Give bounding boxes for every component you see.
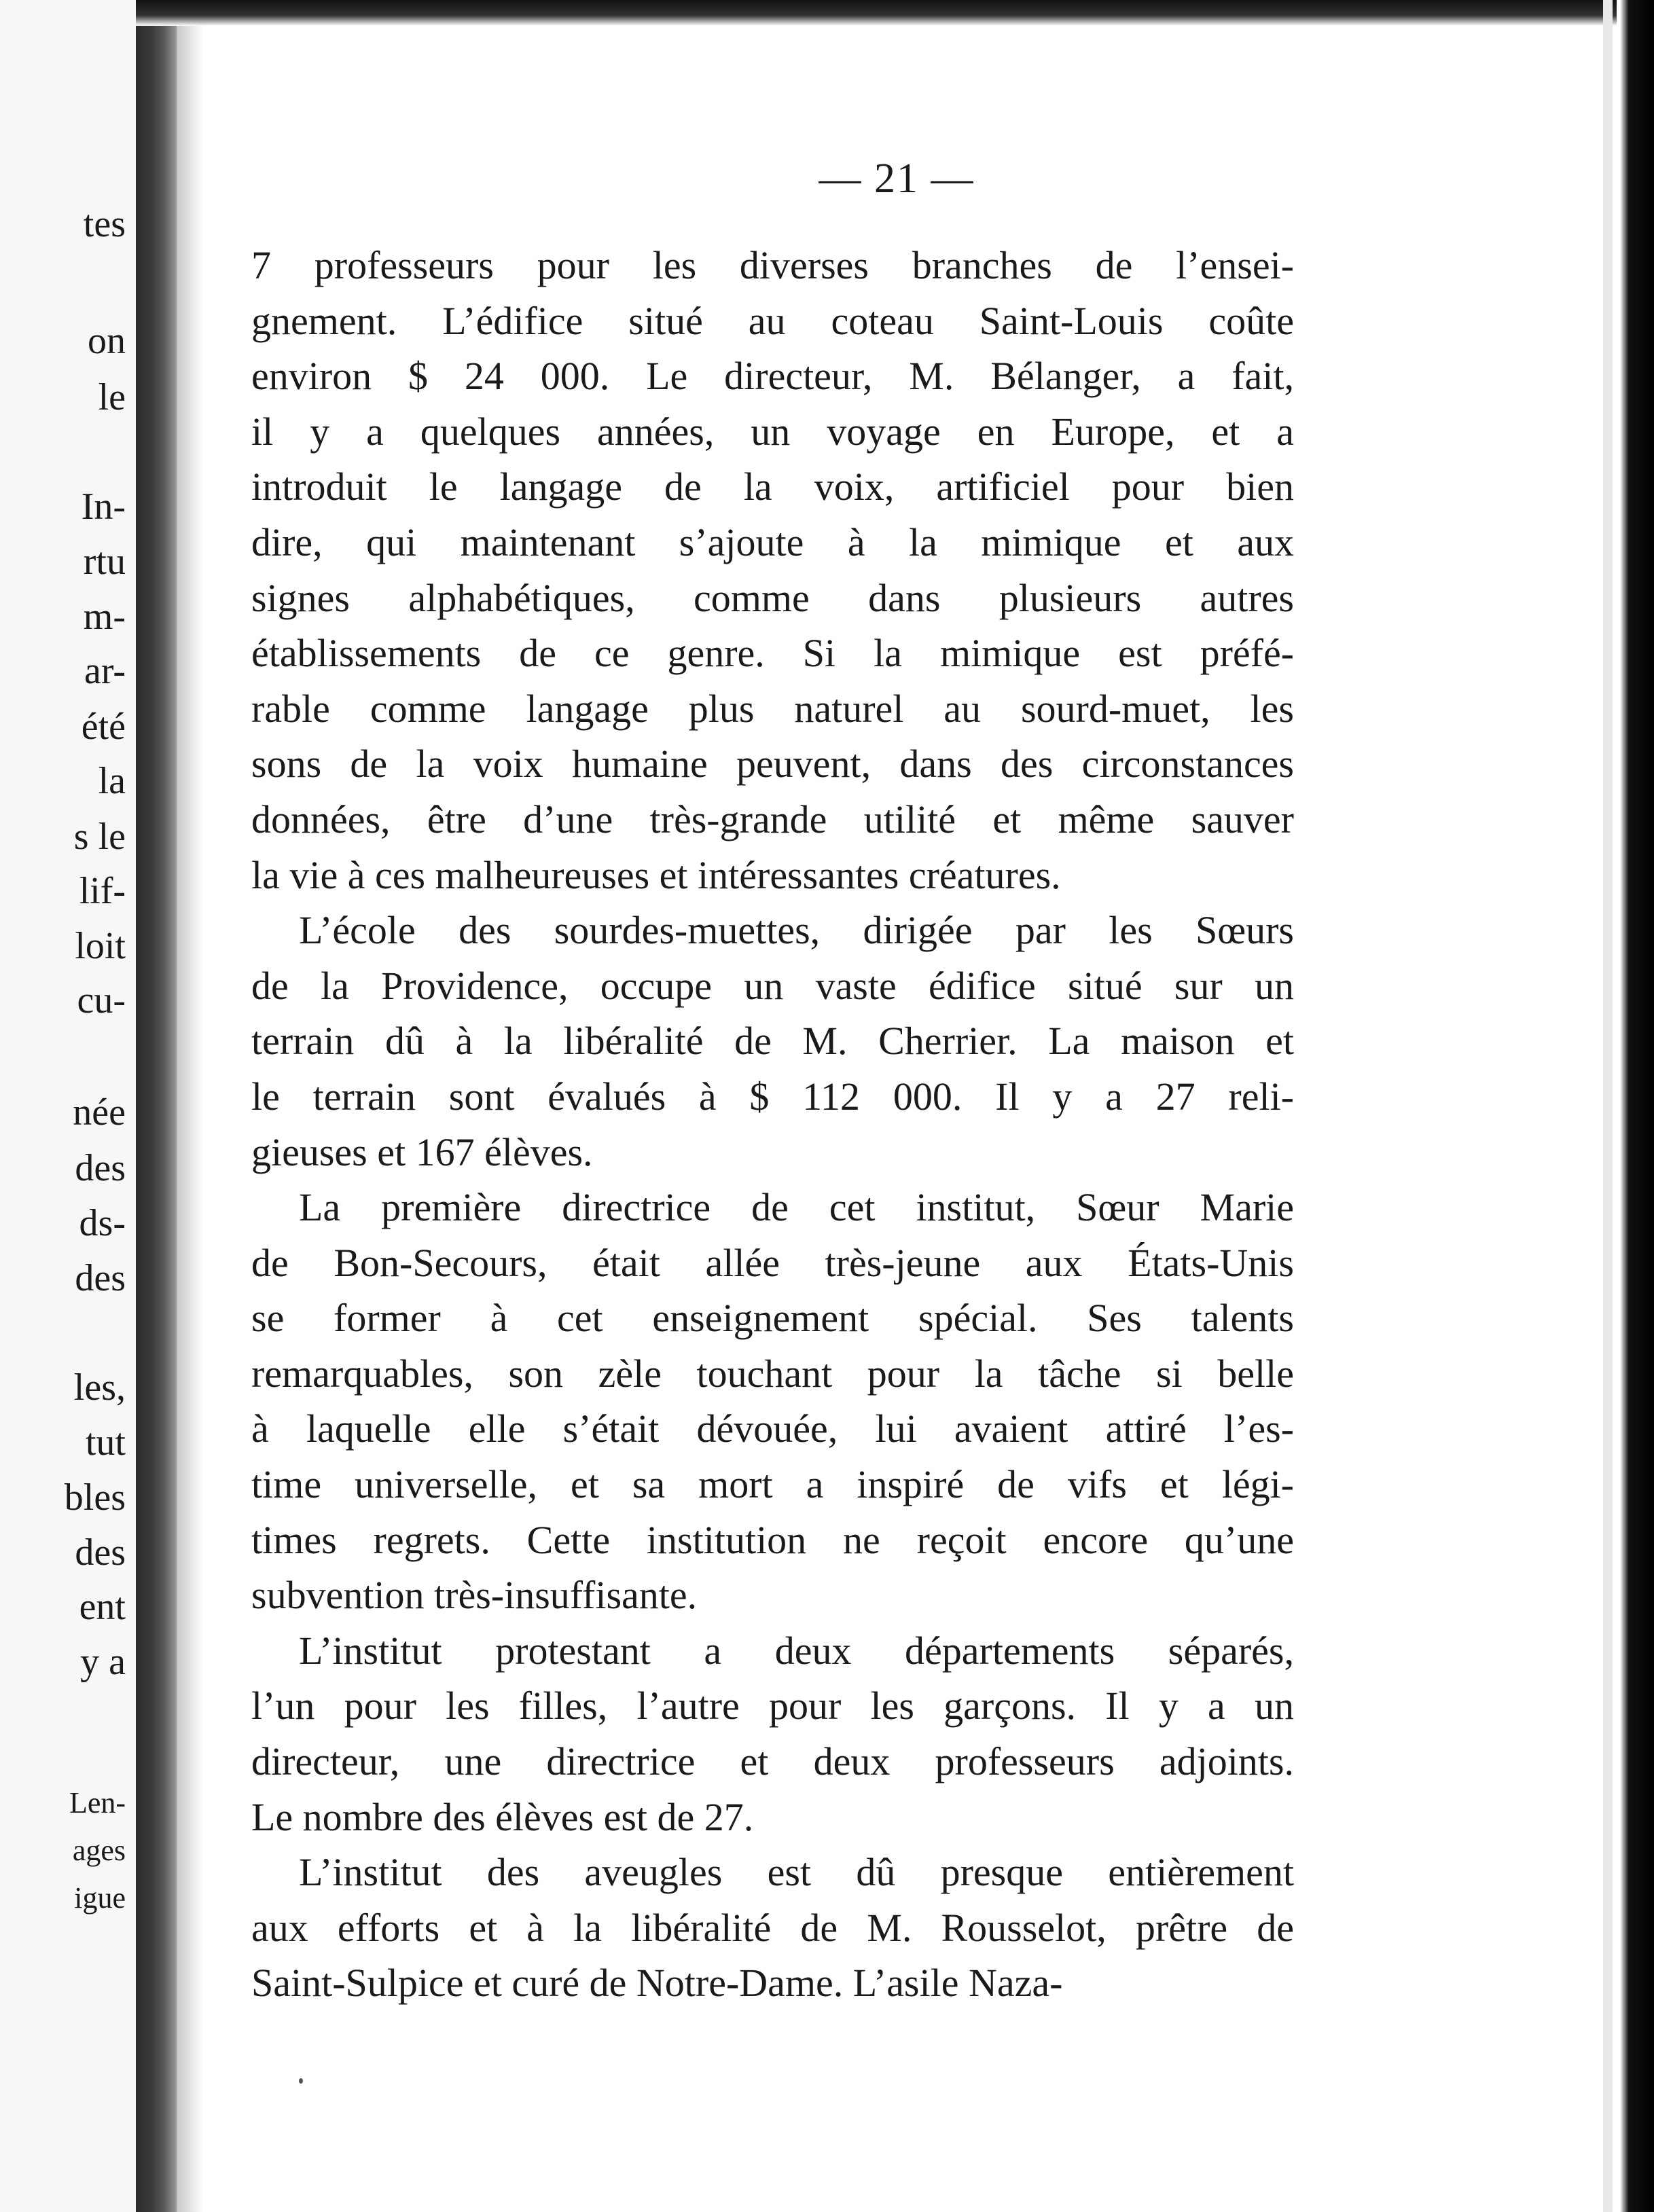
text-line: L’école des sourdes-muettes, dirigée par les Sœurs: [299, 908, 1294, 953]
facing-page-fragment: des: [75, 1147, 126, 1189]
facing-page-fragment: on: [88, 320, 126, 362]
facing-page-fragment: été: [81, 706, 126, 748]
facing-page-fragment: s le: [73, 816, 126, 858]
facing-page-fragment: des: [75, 1531, 126, 1574]
text-line: la vie à ces malheureuses et intéressantes créatures.: [251, 852, 1061, 897]
facing-page-fragment: la: [98, 760, 126, 802]
facing-page-fragment: In-: [81, 486, 126, 528]
facing-page-fragment: ent: [79, 1586, 126, 1628]
text-line: rable comme langage plus naturel au sourd-muet, les: [251, 686, 1294, 731]
text-line: se former à cet enseignement spécial. Ses talents: [251, 1296, 1294, 1341]
facing-page-fragment: rtu: [83, 541, 126, 583]
text-line: Le nombre des élèves est de 27.: [251, 1794, 754, 1839]
text-line: gieuses et 167 élèves.: [251, 1129, 593, 1174]
text-line: données, être d’une très-grande utilité et même sauver: [251, 797, 1294, 841]
facing-page-fragment: ar-: [84, 650, 126, 692]
facing-page-fragment: les,: [73, 1366, 126, 1409]
text-line: de la Providence, occupe un vaste édifice situé sur un: [251, 963, 1294, 1008]
text-line: sons de la voix humaine peuvent, dans des circonstances: [251, 742, 1294, 786]
facing-page-fragment: bles: [64, 1476, 126, 1519]
scan-speck: [299, 2078, 303, 2084]
page-right-margin: [1603, 0, 1613, 2212]
text-line: le terrain sont évalués à $ 112 000. Il y a 27 reli-: [251, 1074, 1294, 1119]
text-line: établissements de ce genre. Si la mimique est préfé-: [251, 631, 1294, 676]
text-line: aux efforts et à la libéralité de M. Rousselot, prêtre de: [251, 1905, 1294, 1950]
facing-page-fragment: ds-: [79, 1202, 126, 1244]
facing-page-fragment: cu-: [77, 979, 126, 1021]
body-text: [251, 238, 1294, 2011]
book-gutter: [136, 0, 177, 2212]
facing-page-fragment: igue: [74, 1881, 126, 1915]
text-line: gnement. L’édifice situé au coteau Saint-Louis coûte: [251, 298, 1294, 343]
text-line: subvention très-insuffisante.: [251, 1573, 698, 1618]
text-line: time universelle, et sa mort a inspiré de vifs et légi-: [251, 1462, 1294, 1507]
text-line: il y a quelques années, un voyage en Europe, et a: [251, 409, 1294, 454]
facing-page-fragment: lif-: [79, 870, 126, 912]
gutter-shadow: [177, 0, 204, 2212]
text-line: L’institut protestant a deux départements séparés,: [299, 1628, 1294, 1673]
text-line: environ $ 24 000. Le directeur, M. Bélanger, a fait,: [251, 354, 1294, 399]
facing-page-fragment: des: [75, 1257, 126, 1299]
text-line: introduit le langage de la voix, artificiel pour bien: [251, 465, 1294, 509]
text-line: l’un pour les filles, l’autre pour les garçons. Il y a un: [251, 1684, 1294, 1728]
facing-page-margin: [0, 0, 136, 2212]
facing-page-fragment: née: [73, 1091, 126, 1134]
facing-page-fragment: tut: [85, 1421, 126, 1464]
text-line: à laquelle elle s’était dévouée, lui avaient attiré l’es-: [251, 1407, 1294, 1451]
facing-page-fragment: m-: [83, 596, 126, 638]
text-line: directeur, une directrice et deux professeurs adjoints.: [251, 1739, 1294, 1784]
text-line: 7 professeurs pour les diverses branches de l’ensei-: [251, 243, 1294, 287]
text-line: La première directrice de cet institut, Sœur Marie: [299, 1185, 1294, 1230]
text-line: signes alphabétiques, comme dans plusieurs autres: [251, 575, 1294, 620]
text-line: dire, qui maintenant s’ajoute à la mimique et aux: [251, 520, 1294, 564]
facing-page-fragment: y a: [80, 1641, 126, 1683]
text-line: times regrets. Cette institution ne reçoit encore qu’une: [251, 1517, 1294, 1562]
text-line: de Bon-Secours, était allée très-jeune aux États-Unis: [251, 1240, 1294, 1285]
facing-page-fragment: loit: [75, 925, 126, 967]
page-top-edge: [136, 0, 1617, 26]
page-right-edge: [1620, 0, 1654, 2212]
facing-page-fragment: le: [98, 376, 126, 418]
text-line: remarquables, son zèle touchant pour la tâche si belle: [251, 1351, 1294, 1396]
facing-page-fragment: Len-: [69, 1786, 126, 1819]
facing-page-fragment: tes: [83, 203, 126, 245]
text-line: terrain dû à la libéralité de M. Cherrier. La maison et: [251, 1019, 1294, 1064]
text-line: L’institut des aveugles est dû presque entièrement: [299, 1850, 1294, 1895]
text-line: Saint-Sulpice et curé de Notre-Dame. L’asile Naza-: [251, 1961, 1063, 2006]
facing-page-fragment: ages: [72, 1834, 126, 1867]
page-number: — 21 —: [819, 156, 975, 202]
